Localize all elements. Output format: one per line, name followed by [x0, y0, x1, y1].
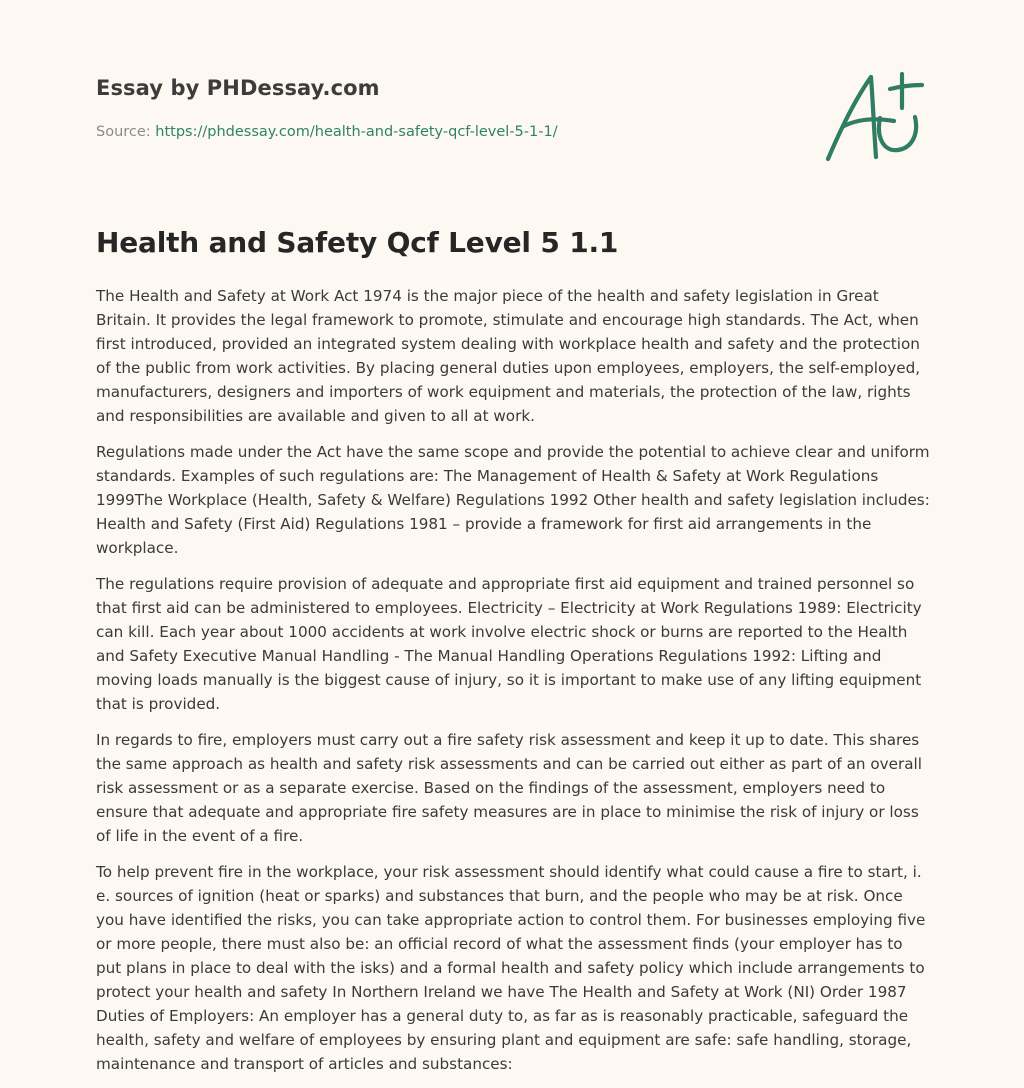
essay-paragraph: To help prevent fire in the workplace, your risk assessment should identify what could cause a fire to start, i. e. sources of ignition (heat or sparks) and substances that burn, and the people who may be at risk. Once you have identified the risks, you can take appropriate action to control them. For businesses employing five or more people, there must also be: an official record of what the assessment finds (your employer has to put plans in place to deal with the isks) and a formal health and safety policy which include arrangements to protect your health and safety In Northern Ireland we have The Health and Safety at Work (NI) Order 1987 Duties of Employers: An employer has a general duty to, as far as is reasonably practicable, safeguard the health, safety and welfare of employees by ensuring plant and equipment are safe: safe handling, storage, maintenance and transport of articles and substances: — [96, 863, 926, 1073]
essay-paragraph: In regards to fire, employers must carry out a fire safety risk assessment and keep it up to date. This shares the same approach as health and safety risk assessments and can be carried out either as part of an overall risk assessment or as a separate exercise. Based on the findings of the assessment, employers need to ensure that adequate and appropriate fire safety measures are in place to minimise the risk of injury or loss of life in the event of a fire. — [96, 731, 922, 845]
source-line — [96, 124, 558, 140]
essay-title: Health and Safety Qcf Level 5 1.1 — [96, 226, 619, 259]
site-title: Essay by PHDessay.com — [96, 76, 380, 100]
source-link[interactable]: https://phdessay.com/health-and-safety-qcf-level-5-1-1/ — [155, 124, 558, 140]
source-label: Source: — [96, 124, 151, 140]
logo-check-stroke — [879, 117, 916, 150]
logo-letter-a-crossbar — [844, 119, 894, 126]
essay-body — [96, 284, 932, 1088]
logo-plus-horizontal — [890, 85, 922, 89]
essay-paragraph: The regulations require provision of adequate and appropriate first aid equipment and trained personnel so that first aid can be administered to employees. Electricity – Electricity at Work Regulations 1989: Electricity can kill. Each year about 1000 accidents at work involve electric shock or burns are reported to the Health and Safety Executive Manual Handling - The Manual Handling Operations Regulations 1992: Lifting and moving loads manually is the biggest cause of injury, so it is important to make use of any lifting equipment that is provided. — [96, 575, 922, 713]
a-plus-logo-icon — [818, 64, 930, 168]
essay-paragraph: The Health and Safety at Work Act 1974 is the major piece of the health and safety legislation in Great Britain. It provides the legal framework to promote, stimulate and encourage high standards. The Act, when first introduced, provided an integrated system dealing with workplace health and safety and the protection of the public from work activities. By placing general duties upon employees, employers, the self-employed, manufacturers, designers and importers of work equipment and materials, the protection of the law, rights and responsibilities are available and given to all at work. — [96, 287, 921, 425]
essay-paragraph: Regulations made under the Act have the same scope and provide the potential to achieve clear and uniform standards. Examples of such regulations are: The Management of Health & Safety at Work Regulations 1999The Workplace (Health, Safety & Welfare) Regulations 1992 Other health and safety legislation includes: Health and Safety (First Aid) Regulations 1981 – provide a framework for first aid arrangements in the workplace. — [96, 443, 930, 557]
